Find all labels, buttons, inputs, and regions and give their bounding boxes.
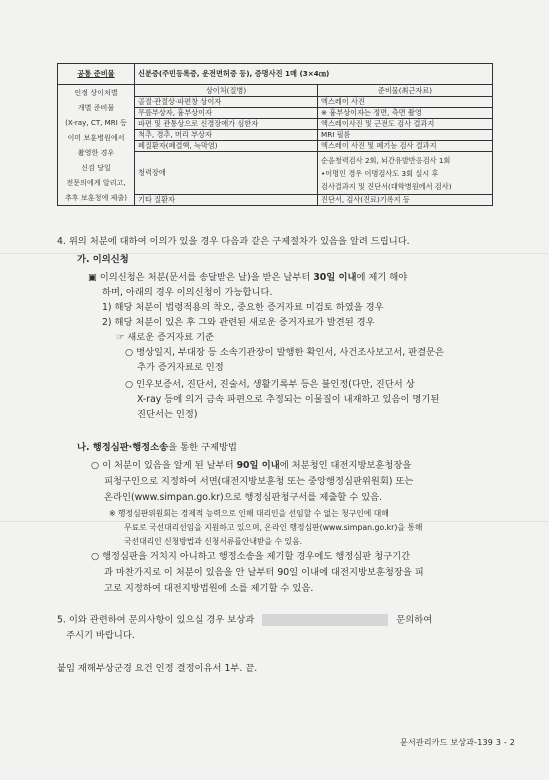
ga-line: X-ray 등에 의거 금속 파편으로 추정되는 이물질이 내재하고 있음이 명기된 — [137, 394, 440, 405]
na-note: 국선대리인 신청방법과 신청서류를안내받을 수 있음. — [124, 537, 303, 546]
text-span: 나. — [77, 442, 93, 453]
individual-items-cell — [58, 85, 135, 206]
na-line: 피청구인으로 지정하여 서면(대전지방보훈청 또는 중앙행정심판위원회) 또는 — [104, 476, 414, 487]
text-span: 문의하여 — [396, 614, 433, 626]
section-na-title — [77, 442, 237, 454]
items-line: 검사결과지 및 진단서(대학병원에서 검사) — [321, 181, 452, 191]
left-cell-line: 이미 보훈병원에서 — [67, 133, 125, 142]
items-cell: 엑스레이사진 및 근전도 검사 결과지 — [318, 119, 493, 130]
paragraph-5-cont: 주시기 바랍니다. — [66, 630, 135, 641]
disease-cell: 골절·관절상·파편창 상이자 — [135, 97, 318, 108]
items-cell: 엑스레이 사진 및 폐기능 검사 결과지 — [318, 141, 493, 152]
left-cell-line: 전문의에게 알리고, — [66, 178, 126, 187]
items-column-header: 준비물(최근자료) — [318, 85, 493, 97]
text-span: ▣ 이의신청은 처분(문서를 송달받은 날)을 받은 날부터 — [88, 272, 314, 283]
disease-cell: 파편 및 관통상으로 신경장애가 심한자 — [135, 119, 318, 130]
requirements-table — [57, 63, 493, 206]
disease-cell: 폐질환자(폐결핵, 늑막염) — [135, 141, 318, 152]
text-span: 에 처분청인 대전지방보훈청장을 — [279, 460, 412, 471]
disease-cell: 척추, 경추, 머리 부상자 — [135, 130, 318, 141]
disease-cell: 무릎부상자, 흉부상이자 — [135, 108, 318, 119]
disease-cell: 기타 질환자 — [135, 195, 318, 206]
text-span: ○ 이 처분이 있음을 알게 된 날부터 — [91, 460, 237, 471]
items-line: •이명인 경우 이명검사도 3회 실시 후 — [321, 168, 439, 178]
items-cell: 진단서, 검사(진료)기록지 등 — [318, 195, 493, 206]
na-line — [91, 460, 411, 472]
attachment-line: 붙임 재해부상군경 요건 인정 결정이유서 1부. 끝. — [57, 663, 258, 674]
left-cell-line: 신검 당일 — [81, 163, 111, 172]
page-footer: 문서관리카드 보상과-139 3 - 2 — [400, 738, 515, 747]
ga-line: ○ 병상일지, 부대장 등 소속기관장이 발행한 확인서, 사건조사보고서, 판결문은 — [125, 347, 445, 358]
paragraph-5 — [57, 614, 432, 627]
items-cell: ※ 흉부상이자는 정면, 측면 촬영 — [318, 108, 493, 119]
redacted-contact — [262, 614, 388, 626]
ga-line: ☞ 새로운 증거자료 기준 — [116, 332, 215, 343]
deadline-30-days: 30일 이내 — [313, 272, 357, 283]
common-items-label: 공통 준비물 — [58, 64, 135, 85]
text-span: 을 통한 구제방법 — [168, 442, 237, 453]
ga-line: 진단서는 인정) — [137, 409, 198, 420]
na-line: 과 마찬가지로 이 처분이 있음을 안 날부터 90일 이내에 대전지방보훈청장을 피 — [104, 567, 424, 578]
na-line: ○ 행정심판을 거치지 아니하고 행정소송을 제기할 경우에도 행정심판 청구기간 — [91, 551, 411, 562]
deadline-90-days: 90일 이내 — [236, 460, 280, 471]
left-cell-line: (X-ray, CT, MRI 등 — [65, 118, 127, 127]
common-items-value: 신분증(주민등록증, 운전면허증 등), 증명사진 1매 (3×4㎝) — [135, 64, 493, 85]
items-cell: MRI 필름 — [318, 130, 493, 141]
text-span: 행정심판·행정소송 — [92, 442, 169, 453]
left-cell-line: 개별 준비물 — [77, 103, 115, 112]
paragraph-4: 4. 위의 처분에 대하여 이의가 있을 경우 다음과 같은 구제절차가 있음을 알려 드립니다. — [57, 236, 410, 247]
na-line: 고로 지정하여 대전지방법원에 소를 제기할 수 있음. — [104, 583, 314, 594]
ga-line — [88, 272, 407, 284]
section-ga-title: 가. 이의신청 — [77, 254, 129, 265]
ga-line: 하며, 아래의 경우 이의신청이 가능합니다. — [102, 287, 273, 298]
text-span: 에 제기 해야 — [356, 272, 408, 283]
ga-line: 추가 증거자료로 인정 — [137, 362, 224, 373]
left-cell-line: 인정 상이처별 — [74, 88, 118, 97]
items-line: 순음청력검사 2회, 뇌간유발반응검사 1회 — [321, 155, 451, 165]
items-cell — [318, 152, 493, 195]
ga-line: ○ 인우보증서, 진단서, 진술서, 생활기록부 등은 불인정(다만, 진단서 상 — [125, 379, 415, 390]
items-cell: 엑스레이 사진 — [318, 97, 493, 108]
disease-column-header: 상이처(질병) — [135, 85, 318, 97]
left-cell-line: 촬영한 경우 — [77, 148, 115, 157]
ga-line: 2) 해당 처분이 있은 후 그와 관련된 새로운 증거자료가 발견된 경우 — [102, 317, 375, 328]
disease-cell: 청력장애 — [135, 152, 318, 195]
na-note: 무료로 국선대리선임을 지원하고 있으며, 온라인 행정심판(www.simpan.go.kr)을 통해 — [124, 523, 423, 532]
na-line: 온라인(www.simpan.go.kr)으로 행정심판청구서를 제출할 수 있음. — [104, 492, 383, 503]
na-note: ※ 행정심판위원회는 경제적 능력으로 인해 대리인을 선임할 수 없는 청구인에 대해 — [109, 509, 389, 518]
ga-line: 1) 해당 처분이 법령적용의 착오, 중요한 증거자료 미검토 하였을 경우 — [102, 302, 384, 313]
left-cell-line: 추후 보훈청에 제출) — [64, 193, 128, 202]
text-span: 5. 이와 관련하여 문의사항이 있으실 경우 보상과 — [57, 614, 255, 626]
